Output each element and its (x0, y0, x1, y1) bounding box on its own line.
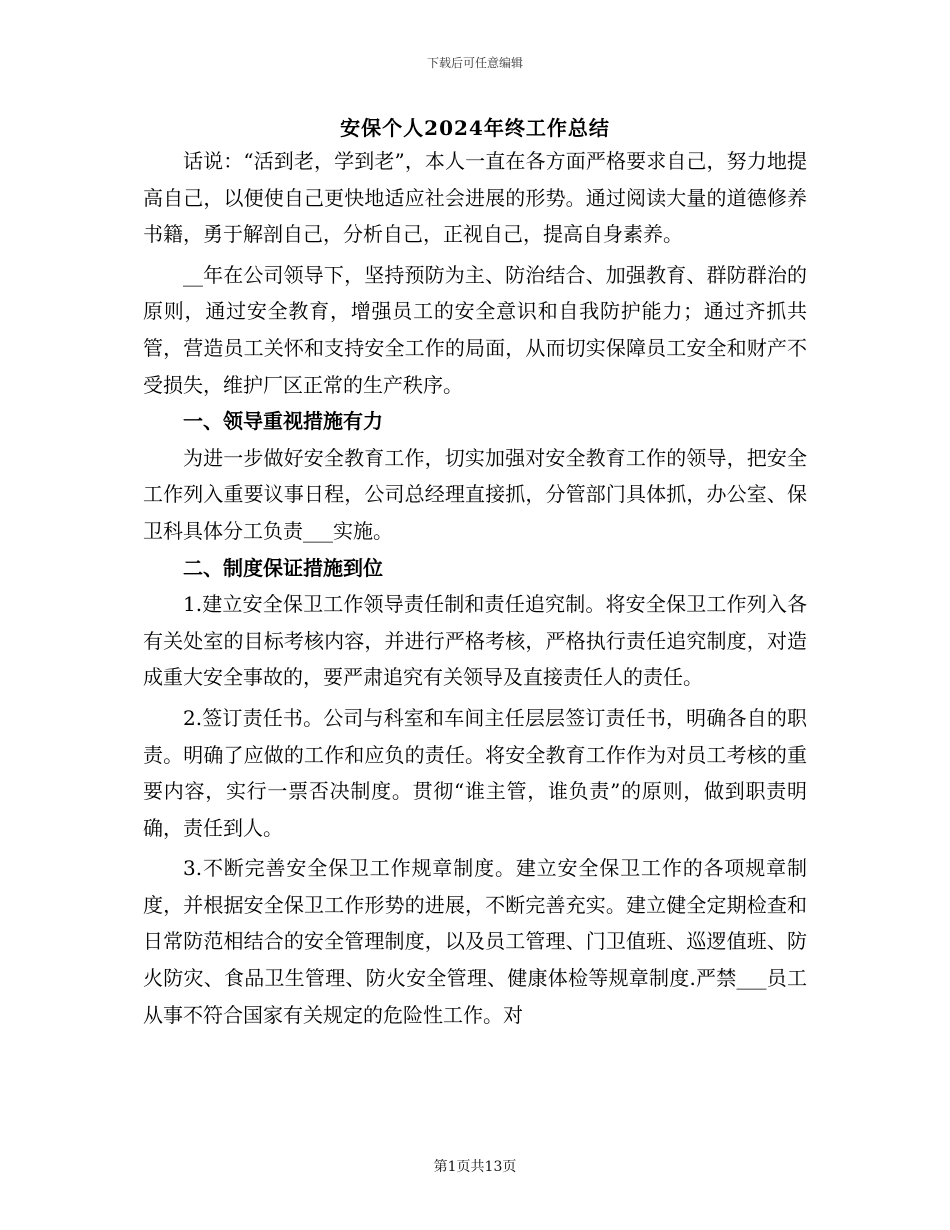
paragraph-leadership: 为进一步做好安全教育工作，切实加强对安全教育工作的领导，把安全工作列入重要议事日程，公司总经理直接抓，分管部门具体抓，办公室、保卫科具体分工负责___实施。 (143, 445, 807, 543)
section-heading-system: 二、制度保证措施到位 (183, 555, 383, 580)
paragraph-overview: __年在公司领导下，坚持预防为主、防治结合、加强教育、群防群治的原则，通过安全教育，增强员工的安全意识和自我防护能力；通过齐抓共管，营造员工关怀和支持安全工作的局面，从而切实保障员工安全和财产不受损失，维护厂区正常的生产秩序。 (143, 262, 807, 397)
document-title: 安保个人2024年终工作总结 (340, 116, 610, 140)
paragraph-intro: 话说：“活到老，学到老”，本人一直在各方面严格要求自己，努力地提高自己，以便使自己更快地适应社会进展的形势。通过阅读大量的道德修养书籍，勇于解剖自己，分析自己，正视自己，提高自身素养。 (143, 149, 807, 247)
page-number-footer: 第1页共13页 (433, 1159, 517, 1175)
document-body (143, 143, 807, 1033)
page-header-note: 下载后可任意编辑 (426, 56, 523, 70)
paragraph-regulations: 3.不断完善安全保卫工作规章制度。建立安全保卫工作的各项规章制度，并根据安全保卫工作形势的进展，不断完善充实。建立健全定期检查和日常防范相结合的安全管理制度，以及员工管理、门卫值班、巡逻值班、防火防灾、食品卫生管理、防火安全管理、健康体检等规章制度.严禁___员工从事不符合国家有关规定的危险性工作。对 (143, 856, 807, 1027)
paragraph-responsibility-system: 1.建立安全保卫工作领导责任制和责任追究制。将安全保卫工作列入各有关处室的目标考核内容，并进行严格考核，严格执行责任追究制度，对造成重大安全事故的，要严肃追究有关领导及直接责任人的责任。 (143, 592, 807, 690)
paragraph-responsibility-letter: 2.签订责任书。公司与科室和车间主任层层签订责任书，明确各自的职责。明确了应做的工作和应负的责任。将安全教育工作作为对员工考核的重要内容，实行一票否决制度。贯彻“谁主管，谁负责”的原则，做到职责明确，责任到人。 (143, 705, 807, 840)
section-heading-leadership: 一、领导重视措施有力 (183, 409, 383, 434)
